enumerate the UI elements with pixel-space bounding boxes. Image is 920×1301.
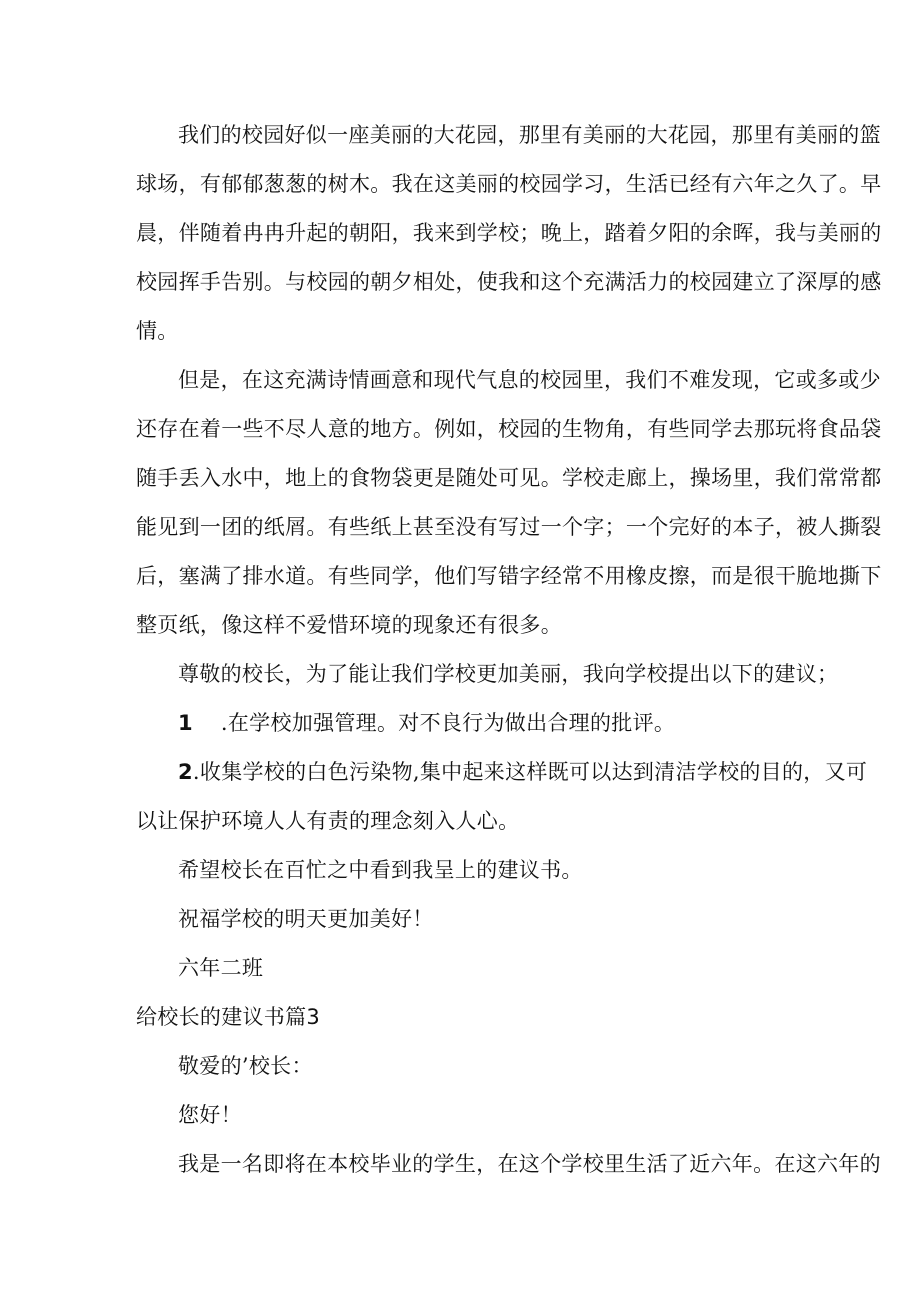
letter-salutation: 敬爱的’校长：	[178, 1054, 313, 1078]
section-heading: 给校长的建议书篇3	[136, 1005, 321, 1029]
paragraph-1-line-3: 晨，伴随着冉冉升起的朝阳，我来到学校；晚上，踏着夕阳的余晖，我与美丽的	[136, 221, 882, 245]
paragraph-1-line-1: 我们的校园好似一座美丽的大花园，那里有美丽的大花园，那里有美丽的篮	[178, 123, 881, 147]
letter-body-line-1: 我是一名即将在本校毕业的学生，在这个学校里生活了近六年。在这六年的	[178, 1152, 881, 1176]
list-item-1-text: .在学校加强管理。对不良行为做出合理的批评。	[220, 711, 676, 735]
list-item-2-number: 2	[178, 760, 193, 784]
paragraph-4: 希望校长在百忙之中看到我呈上的建议书。	[178, 858, 583, 882]
list-item-1-number: 1	[178, 711, 193, 735]
list-item-2	[178, 758, 867, 786]
paragraph-2-line-5: 后，塞满了排水道。有些同学，他们写错字经常不用橡皮擦，而是很干脆地撕下	[136, 564, 882, 588]
list-item-1	[178, 709, 675, 737]
paragraph-3: 尊敬的校长，为了能让我们学校更加美丽，我向学校提出以下的建议；	[178, 662, 839, 686]
paragraph-1-line-4: 校园挥手告别。与校园的朝夕相处，使我和这个充满活力的校园建立了深厚的感	[136, 270, 882, 294]
paragraph-1-line-2: 球场，有郁郁葱葱的树木。我在这美丽的校园学习，生活已经有六年之久了。早	[136, 172, 882, 196]
paragraph-2-line-4: 能见到一团的纸屑。有些纸上甚至没有写过一个字；一个完好的本子，被人撕裂	[136, 515, 882, 539]
list-item-2-line-2: 以让保护环境人人有责的理念刻入人心。	[136, 809, 520, 833]
letter-greeting: 您好！	[178, 1103, 242, 1127]
paragraph-5: 祝福学校的明天更加美好！	[178, 907, 434, 931]
paragraph-2-line-6: 整页纸，像这样不爱惜环境的现象还有很多。	[136, 613, 562, 637]
paragraph-2-line-3: 随手丢入水中，地上的食物袋更是随处可见。学校走廊上，操场里，我们常常都	[136, 466, 882, 490]
signature: 六年二班	[178, 956, 264, 980]
paragraph-2-line-1: 但是，在这充满诗情画意和现代气息的校园里，我们不难发现，它或多或少	[178, 368, 881, 392]
paragraph-1-line-5: 情。	[136, 319, 179, 343]
paragraph-2-line-2: 还存在着一些不尽人意的地方。例如，校园的生物角，有些同学去那玩将食品袋	[136, 417, 882, 441]
list-item-2-text: .收集学校的白色污染物,集中起来这样既可以达到清洁学校的目的，又可	[192, 760, 868, 784]
